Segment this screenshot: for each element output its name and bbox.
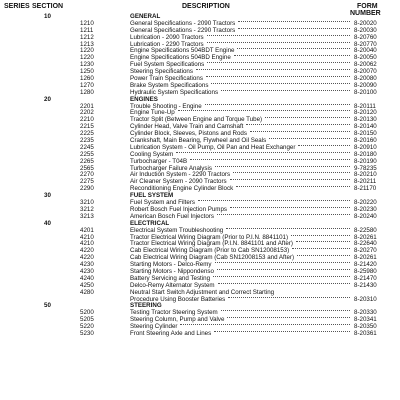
description: General Specifications - 2290 Tractors (130, 26, 236, 34)
dot-leader (236, 186, 350, 187)
form-number: 8-20220 (354, 199, 377, 207)
section-number: 1270 (80, 81, 94, 89)
dot-leader (217, 214, 350, 215)
dot-leader (215, 262, 350, 263)
section-number: 4230 (80, 261, 94, 269)
section-number: 1280 (80, 88, 94, 96)
section-number: 1210 (80, 19, 94, 27)
index-row (0, 152, 400, 159)
dot-leader (297, 255, 350, 256)
description: Lubrication - 2090 Tractors (130, 33, 204, 41)
series-number: 50 (44, 302, 51, 310)
description: Cab Electrical Wiring Diagram (Cab SN12008153 and After) (130, 254, 295, 262)
form-number: 8-21170 (354, 185, 377, 193)
form-number: 8-20040 (354, 47, 377, 55)
header-description: DESCRIPTION (182, 3, 230, 10)
description: Steering Cylinder (130, 323, 178, 331)
form-number: 8-20180 (354, 150, 377, 158)
description: Front Steering Axle and Lines (130, 329, 212, 337)
section-number: 2202 (80, 109, 94, 117)
description: Hydraulic System Specifications (130, 88, 219, 96)
section-number: 2290 (80, 185, 94, 193)
section-number: 1260 (80, 75, 94, 83)
section-number: 4201 (80, 226, 94, 234)
dot-leader (196, 69, 350, 70)
description: ELECTRICAL (130, 219, 170, 227)
description: Steering Specifications (130, 68, 193, 76)
description: Cylinder Block, Sleeves, Pistons and Rods (130, 130, 247, 138)
dot-leader (226, 228, 350, 229)
form-number: 8-22580 (354, 226, 377, 234)
section-number: 1220 (80, 54, 94, 62)
series-number: 20 (44, 95, 51, 103)
section-number: 3212 (80, 205, 94, 213)
section-number: 4230 (80, 267, 94, 275)
description: Steering Column, Pump and Valve (130, 316, 225, 324)
form-number: 8-20270 (354, 247, 377, 255)
index-row (0, 62, 400, 69)
dot-leader (291, 235, 350, 236)
form-number: 8-20341 (354, 316, 377, 324)
description: Testing Tractor Steering System (130, 309, 218, 317)
form-number: 8-20350 (354, 323, 377, 331)
section-number: 1220 (80, 47, 94, 55)
dot-leader (234, 55, 350, 56)
dot-leader (206, 76, 350, 77)
form-number: 8-20120 (354, 109, 377, 117)
description: Turbocharger - T04B (130, 157, 188, 165)
description: Engine Specifications 504BDT Engine (130, 47, 235, 55)
description: Trouble Shooting - Engine (130, 102, 202, 110)
dot-leader (233, 172, 350, 173)
section-number: 2270 (80, 171, 94, 179)
dot-leader (265, 117, 350, 118)
dot-leader (298, 145, 350, 146)
section-number: 1211 (80, 26, 94, 34)
form-number: 8-20330 (354, 309, 377, 317)
description: Fuel System and Filters (130, 199, 195, 207)
form-number: 8-21420 (354, 261, 377, 269)
index-row (0, 297, 400, 304)
form-number: 8-20070 (354, 68, 377, 76)
dot-leader (296, 241, 350, 242)
form-number: 8-25980 (354, 267, 377, 275)
section-number: 1250 (80, 68, 94, 76)
dot-leader (292, 248, 350, 249)
dot-leader (178, 110, 350, 111)
form-number: 8-20310 (354, 295, 377, 303)
description: Engine Specifications 504BD Engine (130, 54, 231, 62)
form-number: 8-20030 (354, 26, 377, 34)
section-number: 4240 (80, 274, 94, 282)
section-number: 4210 (80, 240, 94, 248)
section-number: 2245 (80, 143, 94, 151)
dot-leader (227, 317, 350, 318)
section-number: 3210 (80, 199, 94, 207)
description: STEERING (130, 302, 162, 310)
header-number: NUMBER (350, 10, 381, 17)
dot-leader (207, 62, 350, 63)
section-number: 2565 (80, 164, 94, 172)
section-number: 4220 (80, 247, 94, 255)
description: Engine Tune-Up (130, 109, 175, 117)
dot-leader (205, 104, 350, 105)
description: Crankshaft, Main Bearing, Flywheel and Oil Seals (130, 137, 267, 145)
dot-leader (221, 310, 350, 311)
dot-leader (269, 138, 350, 139)
header-series: SERIES (4, 3, 30, 10)
description: Air Induction System - 2290 Tractors (130, 171, 231, 179)
section-number: 5200 (80, 309, 94, 317)
description: Tractor Split (Between Engine and Torque Tube) (130, 116, 263, 124)
dot-leader (180, 324, 350, 325)
description: Brake System Specifications (130, 81, 209, 89)
series-number: 40 (44, 219, 51, 227)
section-number: 4210 (80, 233, 94, 241)
description: ENGINES (130, 95, 158, 103)
section-number: 4250 (80, 281, 94, 289)
description: Cylinder Head, Valve Train and Camshaft (130, 123, 244, 131)
index-row (0, 317, 400, 324)
description: Procedure Using Booster Batteries (130, 295, 226, 303)
description: Electrical System Troubleshooting (130, 226, 224, 234)
header-form: FORM (357, 3, 378, 10)
dot-leader (217, 269, 350, 270)
description: Cooling System (130, 150, 174, 158)
dot-leader (246, 124, 350, 125)
form-number: 8-20020 (354, 19, 377, 27)
form-number: 8-22640 (354, 240, 377, 248)
description: Starting Motors - Nippondenso (130, 267, 214, 275)
section-number: 2201 (80, 102, 94, 110)
description: Robert Bosch Fuel Injection Pumps (130, 205, 227, 213)
index-row (0, 331, 400, 338)
section-number: 2235 (80, 137, 94, 145)
dot-leader (190, 159, 350, 160)
dot-leader (250, 131, 350, 132)
index-table (0, 14, 400, 338)
description: Cab Electrical Wiring Diagram (Prior to Cab SN12008153) (130, 247, 290, 255)
section-number: 1212 (80, 33, 94, 41)
description: Lubrication - 2290 Tractors (130, 40, 204, 48)
section-number: 4220 (80, 254, 94, 262)
dot-leader (176, 152, 350, 153)
form-number: 8-21430 (354, 281, 377, 289)
dot-leader (207, 42, 350, 43)
form-number: 8-20770 (354, 40, 377, 48)
form-number: 8-20080 (354, 75, 377, 83)
form-number: 8-20140 (354, 123, 377, 131)
description: Lubrication System - Oil Pump, Oil Pan and Heat Exchanger (130, 143, 296, 151)
section-number: 5220 (80, 323, 94, 331)
description: Fuel System Specifications (130, 61, 205, 69)
description: General Specifications - 2090 Tractors (130, 19, 236, 27)
dot-leader (230, 207, 350, 208)
series-number: 30 (44, 192, 51, 200)
section-number: 4280 (80, 288, 94, 296)
series-number: 10 (44, 13, 51, 20)
section-number: 1230 (80, 61, 94, 69)
dot-leader (215, 166, 350, 167)
form-number: 8-20160 (354, 137, 377, 145)
dot-leader (198, 200, 350, 201)
form-number: 9-78235 (354, 164, 377, 172)
form-number: 8-20910 (354, 143, 377, 151)
form-number: 8-20050 (354, 54, 377, 62)
dot-leader (213, 276, 350, 277)
description: Tractor Electrical Wiring Diagram (P.I.N. 8841101 and After) (130, 240, 293, 248)
form-number: 8-20230 (354, 205, 377, 213)
form-number: 8-20111 (354, 102, 376, 110)
dot-leader (221, 90, 350, 91)
form-number: 8-20090 (354, 81, 377, 89)
form-number: 8-20261 (354, 254, 377, 262)
index-row (0, 104, 400, 111)
description: FUEL SYSTEM (130, 192, 174, 200)
form-number: 8-20240 (354, 212, 377, 220)
index-row (0, 90, 400, 97)
section-number: 3213 (80, 212, 94, 220)
form-number: 8-20760 (354, 33, 377, 41)
index-row (0, 214, 400, 221)
dot-leader (238, 28, 350, 29)
description: Battery Servicing and Testing (130, 274, 211, 282)
section-number: 2255 (80, 150, 94, 158)
form-number: 8-20130 (354, 116, 377, 124)
description: American Bosch Fuel Injectors (130, 212, 214, 220)
header-section: SECTION (32, 3, 64, 10)
dot-leader (230, 179, 350, 180)
form-number: 8-20062 (354, 61, 377, 69)
form-number: 8-20211 (354, 178, 377, 186)
description: GENERAL (130, 13, 161, 20)
description: Delco-Remy Alternator System (130, 281, 215, 289)
description: Starting Motors - Delco-Remy (130, 261, 212, 269)
form-number: 8-21470 (354, 274, 377, 282)
dot-leader (214, 331, 350, 332)
description: Turbocharger Failure Analysis (130, 164, 212, 172)
dot-leader (211, 83, 350, 84)
dot-leader (218, 283, 350, 284)
section-number: 2275 (80, 178, 94, 186)
form-number: 8-20190 (354, 157, 377, 165)
form-number: 8-20361 (354, 329, 377, 337)
section-number: 2225 (80, 130, 94, 138)
index-row (0, 186, 400, 193)
section-number: 2265 (80, 157, 94, 165)
dot-leader (238, 21, 350, 22)
dot-leader (237, 48, 350, 49)
dot-leader (207, 35, 350, 36)
dot-leader (228, 297, 350, 298)
description: Tractor Electrical Wiring Diagram (Prior to P.I.N. 8841101) (130, 233, 289, 241)
index-row (0, 145, 400, 152)
series-heading-row (0, 193, 400, 200)
form-number: 8-20150 (354, 130, 377, 138)
section-number: 2210 (80, 116, 94, 124)
form-number: 8-20210 (354, 171, 377, 179)
description: Neutral Start Switch Adjustment and Correct Starting (130, 288, 275, 296)
section-number: 5205 (80, 316, 94, 324)
description: Air Cleaner System - 2090 Tractors (130, 178, 227, 186)
section-number: 2215 (80, 123, 94, 131)
form-number: 8-20100 (354, 88, 377, 96)
section-number: 1213 (80, 40, 94, 48)
description: Reconditioning Engine Cylinder Block (130, 185, 234, 193)
description: Power Train Specifications (130, 75, 203, 83)
form-number: 8-20261 (354, 233, 377, 241)
section-number: 5230 (80, 329, 94, 337)
